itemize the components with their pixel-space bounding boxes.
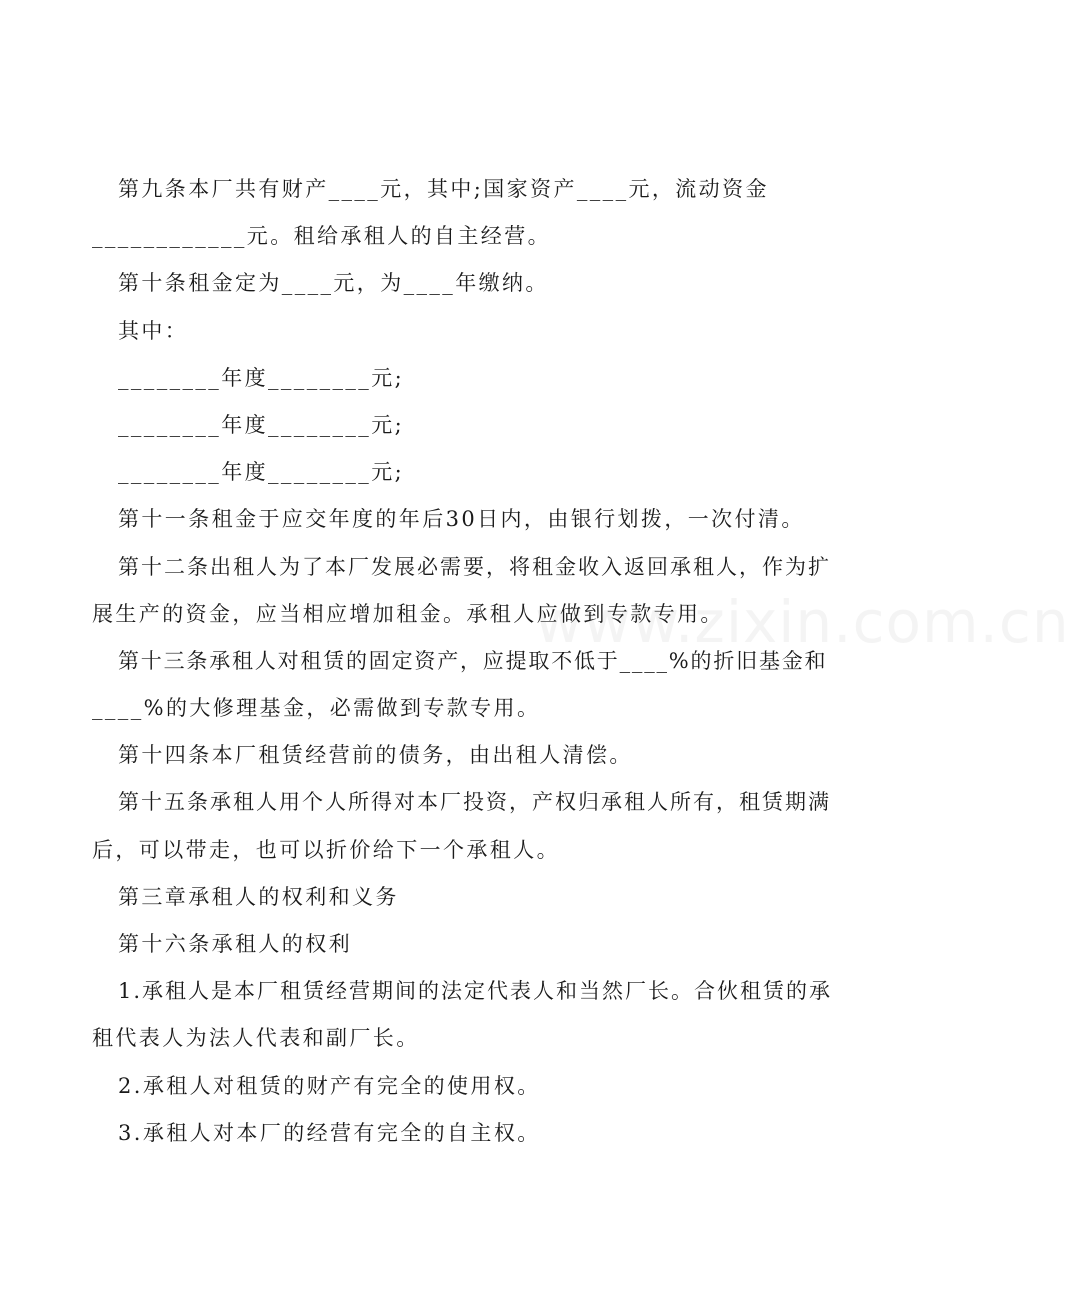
article-13-line-2: ____%的大修理基金，必需做到专款专用。 <box>92 696 541 721</box>
article-10: 第十条租金定为____元，为____年缴纳。 <box>118 271 549 296</box>
chapter-3-heading: 第三章承租人的权利和义务 <box>118 884 399 909</box>
right-3: 3.承租人对本厂的经营有完全的自主权。 <box>118 1120 541 1145</box>
article-9-line-2: ____________元。租给承租人的自主经营。 <box>92 224 551 249</box>
article-12-line-2: 展生产的资金，应当相应增加租金。承租人应做到专款专用。 <box>92 601 724 626</box>
year-amount-row-2: ________年度________元; <box>118 412 405 437</box>
watermark: www.zixin.com.cn <box>535 588 1070 656</box>
article-10-among: 其中： <box>118 318 189 343</box>
document-body <box>92 166 832 1157</box>
article-15-line-2: 后，可以带走，也可以折价给下一个承租人。 <box>92 837 560 862</box>
article-9-line-1: 第九条本厂共有财产____元，其中;国家资产____元，流动资金 <box>118 177 769 201</box>
article-14: 第十四条本厂租赁经营前的债务，由出租人清偿。 <box>118 743 633 768</box>
article-13-line-1: 第十三条承租人对租赁的固定资产，应提取不低于____%的折旧基金和 <box>118 648 828 673</box>
year-amount-row-3: ________年度________元; <box>118 460 405 485</box>
year-amount-row-1: ________年度________元; <box>118 365 405 390</box>
article-11: 第十一条租金于应交年度的年后30日内，由银行划拨，一次付清。 <box>118 507 805 532</box>
article-15-line-1: 第十五条承租人用个人所得对本厂投资，产权归承租人所有，租赁期满 <box>118 790 831 815</box>
right-1-line-1: 1.承租人是本厂租赁经营期间的法定代表人和当然厂长。合伙租赁的承 <box>118 979 833 1004</box>
right-1-line-2: 租代表人为法人代表和副厂长。 <box>92 1026 420 1051</box>
article-12-line-1: 第十二条出租人为了本厂发展必需要，将租金收入返回承租人，作为扩 <box>118 554 831 579</box>
article-16-heading: 第十六条承租人的权利 <box>118 932 352 956</box>
right-2: 2.承租人对租赁的财产有完全的使用权。 <box>118 1073 541 1098</box>
